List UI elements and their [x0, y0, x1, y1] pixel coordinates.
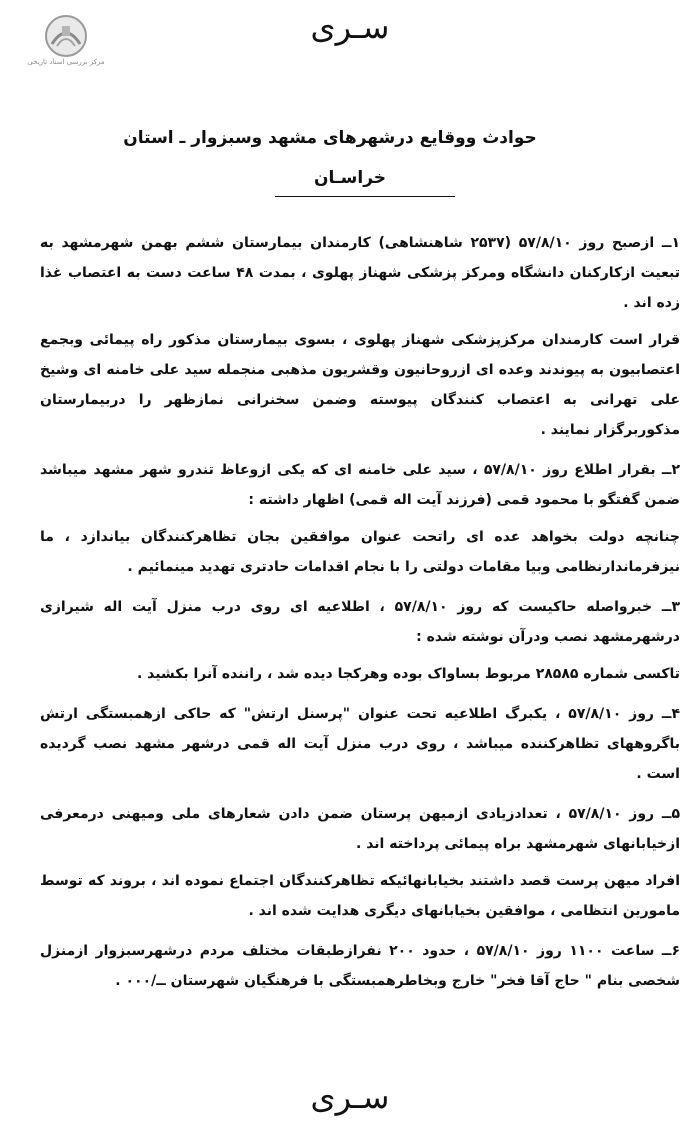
paragraph-5-continued: افراد میهن پرست قصد داشتند بخیابانهائیکه تظاهرکنندگان اجتماع نموده اند ، بروند که توسط مامورین انتظامی ، موافقین بخیابانهای دیگری هدایت شده اند .: [40, 873, 680, 919]
paragraph-3: ۳ــ خبرواصله حاکیست که روز ۵۷/۸/۱۰ ، اطلاعیه ای روی درب منزل آیت اله شیرازی درشهرمشهد نصب ودرآن نوشته شده :: [40, 599, 680, 645]
title-underline: [275, 196, 455, 197]
paragraph-1: ۱ــ ازصبح روز ۵۷/۸/۱۰ (۲۵۳۷ شاهنشاهی) کارمندان بیمارستان ششم بهمن شهرمشهد به تبعیت ازکارکنان دانشگاه ومرکز پزشکی شهناز پهلوی ، بمدت ۴۸ ساعت دست به اعتصاب غذا زده اند .: [40, 235, 680, 311]
archive-seal-text: مرکز بررسی اسناد تاریخی: [27, 58, 105, 66]
document-title: حوادث ووقایع درشهرهای مشهد وسبزوار ـ استان: [123, 128, 537, 148]
paragraph-2-quote: چنانچه دولت بخواهد عده ای راتحت عنوان موافقین بجان تظاهرکنندگان بیاندازد ، ما نیزفرماندارنظامی وبیا مقامات دولتی را با نجام اقدامات حادتری تهدید مینمائیم .: [40, 529, 680, 575]
paragraph-5: ۵ــ روز ۵۷/۸/۱۰ ، تعدادزیادی ازمیهن پرستان ضمن دادن شعارهای ملی ومیهنی درمعرفی ازخیابانهای شهرمشهد براه پیمائی پرداخته اند .: [40, 806, 681, 852]
paragraph-6: ۶ــ ساعت ۱۱۰۰ روز ۵۷/۸/۱۰ ، حدود ۲۰۰ نفرازطبقات مختلف مردم درشهرسبزوار ازمنزل شخصی بنام " حاج آقا فخر" خارج وبخاطرهمبستگی با فرهنگیان شهرستان ــ/۰۰۰ .: [40, 943, 680, 989]
document-title-line2: خراسـان: [313, 168, 387, 188]
paragraph-2: ۲ــ بقرار اطلاع روز ۵۷/۸/۱۰ ، سید علی خامنه ای که یکی ازوعاظ تندرو شهر مشهد میباشد ضمن گفتگو با محمود قمی (فرزند آیت اله قمی) اظهار داشته :: [40, 462, 680, 508]
classification-header: سـری: [310, 8, 390, 46]
document-body: [40, 228, 680, 1003]
paragraph-3-quote: تاکسی شماره ۲۸۵۸۵ مربوط بساواک بوده وهرکجا دیده شد ، راننده آنرا بکشید .: [136, 666, 680, 682]
classification-footer: سـری: [310, 1078, 390, 1116]
paragraph-1-continued: قرار است کارمندان مرکزپزشکی شهناز پهلوی ، بسوی بیمارستان مذکور راه پیمائی وبجمع اعتصابیون به پیوندند وعده ای ازروحانیون وقشریون مذهبی منجمله سید علی خامنه ای وشیخ علی تهرانی به اعتصاب کنندگان پیوسته وضمن سخنرانی نمازظهر را دربیمارستان مذکوربرگزار نمایند .: [40, 332, 680, 438]
paragraph-4: ۴ــ روز ۵۷/۸/۱۰ ، یکبرگ اطلاعیه تحت عنوان "پرسنل ارتش" که حاکی ازهمبستگی ارتش باگروههای تظاهرکننده میباشد ، روی درب منزل آیت اله قمی درشهر مشهد نصب گردیده است .: [40, 706, 680, 782]
